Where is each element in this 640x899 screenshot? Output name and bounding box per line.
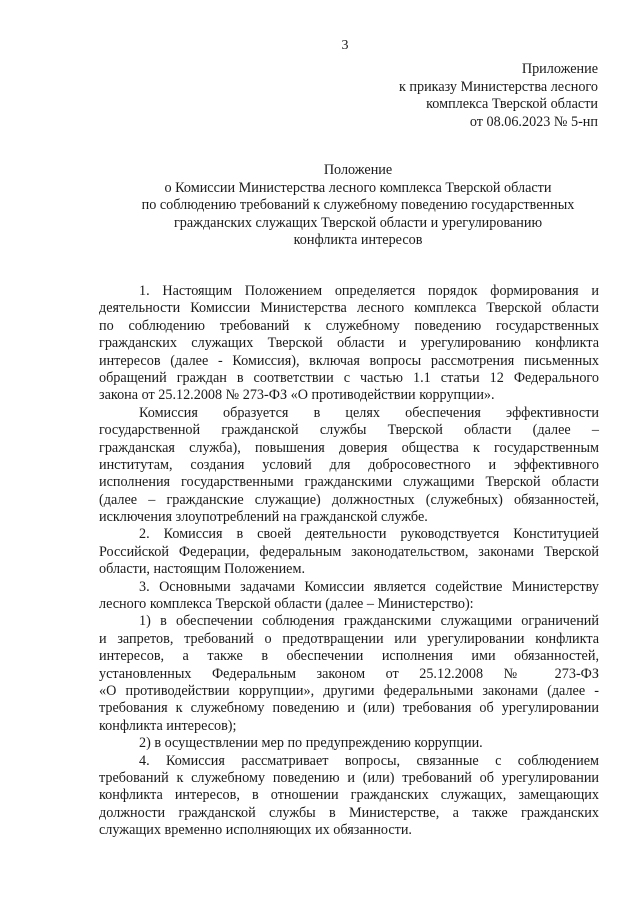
document-title <box>80 162 636 250</box>
body-line: интересов (далее - Комиссия), включая вопросы рассмотрения письменных <box>99 352 599 369</box>
body-line: закона от 25.12.2008 № 273-ФЗ «О противодействии коррупции». <box>99 387 495 404</box>
body-line: Комиссия образуется в целях обеспечения эффективности <box>139 404 599 421</box>
body-line: гражданских служащих Тверской области и урегулированию конфликта <box>99 335 599 352</box>
title-line: конфликта интересов <box>293 232 423 249</box>
body-line: конфликта интересов, в отношении гражданских служащих, замещающих <box>99 787 599 804</box>
body-line: 1. Настоящим Положением определяется порядок формирования и <box>139 283 599 299</box>
body-line: служащих временно исполняющих их обязанности. <box>99 822 412 839</box>
body-line: (далее – гражданские служащие) должностных (служебных) обязанностей, <box>99 491 599 508</box>
appendix-line: Приложение <box>521 61 598 77</box>
body-line: по соблюдению требований к служебному поведению государственных <box>99 317 599 334</box>
title-line: по соблюдению требований к служебному поведению государственных <box>141 197 575 214</box>
body-line: и запретов, требований о предотвращении или урегулировании конфликта <box>99 630 599 647</box>
appendix-header <box>399 61 598 131</box>
body-line: 1) в обеспечении соблюдения гражданскими служащими ограничений <box>139 613 599 630</box>
body-line: 4. Комиссия рассматривает вопросы, связанные с соблюдением <box>139 752 599 769</box>
body-line: 3. Основными задачами Комиссии является содействие Министерству <box>139 578 599 595</box>
body-line: конфликта интересов); <box>99 717 237 734</box>
body-line: установленных Федеральным законом от 25.12.2008 № 273-ФЗ <box>99 665 599 682</box>
document-body <box>99 283 599 840</box>
body-line: Российской Федерации, федеральным законодательством, законами Тверской <box>99 543 599 560</box>
appendix-line: к приказу Министерства лесного <box>398 78 598 95</box>
body-line: обращений граждан в соответствии с частью 1.1 статьи 12 Федерального <box>99 369 599 386</box>
body-line: интересов, а также в обеспечении исполнения ими обязанностей, <box>99 648 599 665</box>
body-line: области, настоящим Положением. <box>99 561 306 578</box>
body-line: требований к служебному поведению и (или) требований об урегулировании <box>99 769 599 786</box>
body-line: 2) в осуществлении мер по предупреждению коррупции. <box>139 735 483 752</box>
body-line: 2. Комиссия в своей деятельности руководствуется Конституцией <box>139 526 599 543</box>
body-line: должности гражданской службы в Министерстве, а также гражданских <box>99 804 599 821</box>
body-line: исключения злоупотреблений на гражданской службе. <box>99 509 428 526</box>
body-line: деятельности Комиссии Министерства лесного комплекса Тверской области <box>99 300 599 317</box>
title-line: гражданских служащих Тверской области и урегулированию <box>173 214 543 231</box>
title-line: Положение <box>323 162 393 178</box>
page-number: 3 <box>341 38 349 53</box>
body-line: требования к служебному поведению и (или) требования об урегулировании <box>99 700 599 717</box>
appendix-line: комплекса Тверской области <box>426 96 598 112</box>
body-line: исполнения государственными гражданскими служащими Тверской области <box>99 474 599 491</box>
body-line: гражданская служба), повышения доверия общества к государственным <box>99 439 599 456</box>
body-line: «О противодействии коррупции», другими федеральными законами (далее - <box>99 682 599 699</box>
body-line: государственной гражданской службы Тверской области (далее – <box>99 422 599 439</box>
body-line: институтам, создания условий для добросовестного и эффективного <box>99 456 599 473</box>
body-line: лесного комплекса Тверской области (далее – Министерство): <box>99 596 474 613</box>
appendix-line: от 08.06.2023 № 5-нп <box>469 113 598 130</box>
title-line: о Комиссии Министерства лесного комплекса Тверской области <box>164 179 552 196</box>
